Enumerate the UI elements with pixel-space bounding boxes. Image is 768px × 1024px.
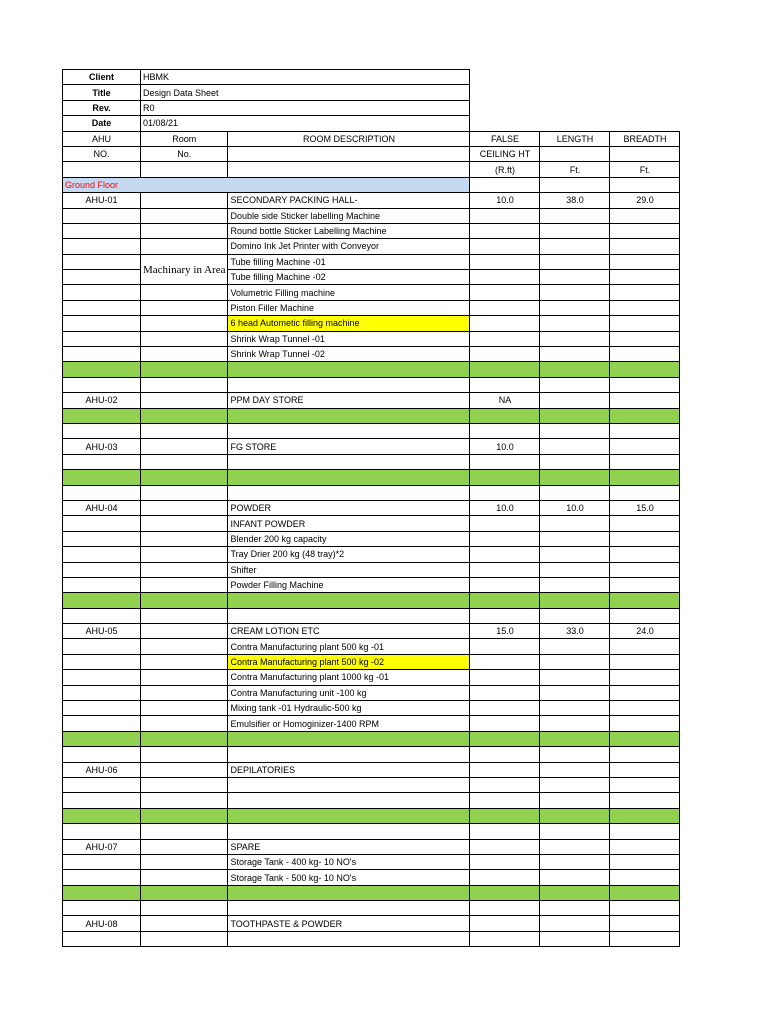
floor-row <box>63 177 680 192</box>
ceiling-cell[interactable]: 15.0 <box>470 624 540 639</box>
room-description-cell-highlighted[interactable]: 6 head Autometic filling machine <box>228 316 470 331</box>
col-room-description: ROOM DESCRIPTION <box>228 131 470 146</box>
table-row <box>63 208 680 223</box>
room-description-cell[interactable]: SECONDARY PACKING HALL- <box>228 193 470 208</box>
room-description-cell[interactable]: Tube filling Machine -02 <box>228 270 470 285</box>
title-label: Title <box>63 85 141 100</box>
ahu-no-cell[interactable]: AHU-01 <box>63 193 141 208</box>
table-row <box>63 485 680 500</box>
machinery-note: Machinary in Area <box>141 254 228 285</box>
table-row <box>63 531 680 546</box>
ahu-no-cell[interactable]: AHU-02 <box>63 393 141 408</box>
ceiling-cell[interactable]: NA <box>470 393 540 408</box>
room-description-cell[interactable]: Domino Ink Jet Printer with Conveyor <box>228 239 470 254</box>
table-row <box>63 254 680 269</box>
separator-row <box>63 470 680 485</box>
table-row <box>63 701 680 716</box>
col-breadth: BREADTH <box>610 131 680 146</box>
room-description-cell[interactable]: Storage Tank - 400 kg- 10 NO's <box>228 854 470 869</box>
table-row <box>63 239 680 254</box>
length-cell[interactable]: 38.0 <box>540 193 610 208</box>
title-value[interactable]: Design Data Sheet <box>141 85 470 100</box>
client-row <box>63 70 680 85</box>
rev-row <box>63 100 680 115</box>
breadth-cell[interactable]: 29.0 <box>610 193 680 208</box>
ahu-no-cell[interactable]: AHU-03 <box>63 439 141 454</box>
table-row <box>63 347 680 362</box>
room-description-cell[interactable]: Shrink Wrap Tunnel -01 <box>228 331 470 346</box>
rev-value[interactable]: R0 <box>141 100 470 115</box>
design-data-sheet <box>62 69 680 947</box>
table-row <box>63 316 680 331</box>
table-row <box>63 423 680 438</box>
table-row <box>63 777 680 792</box>
breadth-cell[interactable]: 15.0 <box>610 500 680 515</box>
floor-label: Ground Floor <box>63 177 470 192</box>
table-row <box>63 901 680 916</box>
table-row <box>63 300 680 315</box>
room-description-cell[interactable]: Piston Filler Machine <box>228 300 470 315</box>
ahu-no-cell[interactable]: AHU-08 <box>63 916 141 931</box>
client-label: Client <box>63 70 141 85</box>
separator-row <box>63 362 680 377</box>
column-header-row-2 <box>63 146 680 161</box>
separator-row <box>63 808 680 823</box>
table-row <box>63 870 680 885</box>
table-row <box>63 608 680 623</box>
table-row <box>63 500 680 515</box>
col-false: FALSE <box>470 131 540 146</box>
length-cell[interactable]: 10.0 <box>540 500 610 515</box>
room-description-cell[interactable]: Round bottle Sticker Labelling Machine <box>228 223 470 238</box>
room-description-cell[interactable]: INFANT POWDER <box>228 516 470 531</box>
room-description-cell[interactable]: DEPILATORIES <box>228 762 470 777</box>
table-row <box>63 824 680 839</box>
ceiling-cell[interactable]: 10.0 <box>470 193 540 208</box>
col-length: LENGTH <box>540 131 610 146</box>
table-row <box>63 670 680 685</box>
room-description-cell[interactable]: FG STORE <box>228 439 470 454</box>
separator-row <box>63 408 680 423</box>
ahu-no-cell[interactable]: AHU-04 <box>63 500 141 515</box>
room-description-cell[interactable]: Tube filling Machine -01 <box>228 254 470 269</box>
client-value[interactable]: HBMK <box>141 70 470 85</box>
table-row <box>63 285 680 300</box>
table-row <box>63 654 680 669</box>
ceiling-cell[interactable]: 10.0 <box>470 500 540 515</box>
col-room: Room <box>141 131 228 146</box>
room-description-cell[interactable]: POWDER <box>228 500 470 515</box>
room-description-cell[interactable]: Double side Sticker labelling Machine <box>228 208 470 223</box>
col-ahu-no: NO. <box>63 146 141 161</box>
table-row <box>63 547 680 562</box>
room-description-cell[interactable]: SPARE <box>228 839 470 854</box>
table-row <box>63 193 680 208</box>
room-description-cell[interactable]: CREAM LOTION ETC <box>228 624 470 639</box>
table-row <box>63 931 680 946</box>
table-row <box>63 454 680 469</box>
table-row <box>63 685 680 700</box>
table-row <box>63 562 680 577</box>
room-description-cell[interactable]: Storage Tank - 500 kg- 10 NO's <box>228 870 470 885</box>
col-ahu: AHU <box>63 131 141 146</box>
date-row <box>63 116 680 131</box>
table-row <box>63 393 680 408</box>
table-row <box>63 377 680 392</box>
date-label: Date <box>63 116 141 131</box>
room-description-cell[interactable]: Blender 200 kg capacity <box>228 531 470 546</box>
table-row <box>63 839 680 854</box>
room-description-cell[interactable]: Contra Manufacturing plant 1000 kg -01 <box>228 670 470 685</box>
table-row <box>63 793 680 808</box>
room-description-cell[interactable]: Shifter <box>228 562 470 577</box>
rev-label: Rev. <box>63 100 141 115</box>
room-description-cell[interactable]: PPM DAY STORE <box>228 393 470 408</box>
table-row <box>63 747 680 762</box>
column-header-row-1 <box>63 131 680 146</box>
col-ceiling-ht: CEILING HT <box>470 146 540 161</box>
room-description-cell[interactable]: Tray Drier 200 kg (48 tray)*2 <box>228 547 470 562</box>
table-row <box>63 516 680 531</box>
ahu-no-cell[interactable]: AHU-07 <box>63 839 141 854</box>
room-description-cell[interactable]: Volumetric Filling machine <box>228 285 470 300</box>
date-value[interactable]: 01/08/21 <box>141 116 470 131</box>
col-ceiling-unit: (R.ft) <box>470 162 540 177</box>
separator-row <box>63 731 680 746</box>
room-description-cell[interactable]: TOOTHPASTE & POWDER <box>228 916 470 931</box>
room-description-cell[interactable]: Emulsifier or Homoginizer-1400 RPM <box>228 716 470 731</box>
table-row <box>63 439 680 454</box>
table-row <box>63 854 680 869</box>
ceiling-cell[interactable]: 10.0 <box>470 439 540 454</box>
room-description-cell[interactable]: Shrink Wrap Tunnel -02 <box>228 347 470 362</box>
room-description-cell[interactable]: Powder Filling Machine <box>228 577 470 592</box>
room-description-cell[interactable]: Contra Manufacturing unit -100 kg <box>228 685 470 700</box>
table-row <box>63 624 680 639</box>
room-no-cell[interactable] <box>141 193 228 208</box>
table-row <box>63 916 680 931</box>
breadth-cell[interactable]: 24.0 <box>610 624 680 639</box>
table-row <box>63 331 680 346</box>
room-description-cell-highlighted[interactable]: Contra Manufacturing plant 500 kg -02 <box>228 654 470 669</box>
table-row <box>63 577 680 592</box>
room-description-cell[interactable]: Contra Manufacturing plant 500 kg -01 <box>228 639 470 654</box>
col-room-no: No. <box>141 146 228 161</box>
ahu-no-cell[interactable]: AHU-06 <box>63 762 141 777</box>
table-row <box>63 716 680 731</box>
col-breadth-unit: Ft. <box>610 162 680 177</box>
col-length-unit: Ft. <box>540 162 610 177</box>
room-description-cell[interactable]: Mixing tank -01 Hydraulic-500 kg <box>228 701 470 716</box>
length-cell[interactable]: 33.0 <box>540 624 610 639</box>
ahu-no-cell[interactable]: AHU-05 <box>63 624 141 639</box>
title-row <box>63 85 680 100</box>
table-row <box>63 223 680 238</box>
table-row <box>63 639 680 654</box>
column-header-row-3 <box>63 162 680 177</box>
separator-row <box>63 593 680 608</box>
table-row <box>63 762 680 777</box>
separator-row <box>63 885 680 900</box>
